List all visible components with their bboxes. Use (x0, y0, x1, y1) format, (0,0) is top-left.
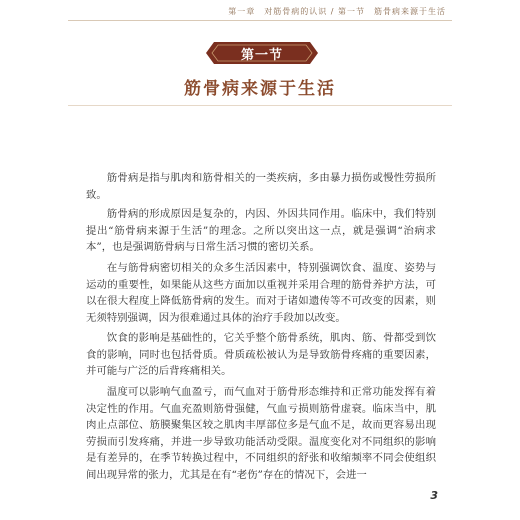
title-divider (68, 105, 452, 106)
paragraph-temperature: 温度可以影响气血盈亏，而气血对于筋骨形态维持和正常功能发挥有着决定性的作用。气血充盈则筋骨强健，气血亏损则筋骨虚衰。临床当中，肌肉止点部位、筋膜聚集区较之肌肉丰厚部位多是气血不足，故而更容易出现劳损而引发疼痛，并进一步导致功能活动受限。温度变化对不同组织的影响是有差异的，在季节转换过程中，不同组织的舒张和收缩频率不同会使组织间出现异常的张力，尤其是在有“老伤”存在的情况下，会进一 (86, 386, 436, 481)
section-title: 筋骨病来源于生活 (184, 79, 336, 99)
section-badge (206, 40, 318, 66)
book-page (68, 0, 452, 520)
page-number: 3 (430, 489, 438, 502)
running-head: 第一章 对筋骨病的认识 / 第一节 筋骨病来源于生活 (228, 7, 446, 16)
paragraph-definition: 筋骨病是指与肌肉和筋骨相关的一类疾病，多由暴力损伤或慢性劳损所致。 (86, 172, 436, 201)
header-divider (68, 20, 452, 21)
paragraph-diet: 饮食的影响是基础性的，它关乎整个筋骨系统，肌肉、筋、骨都受到饮食的影响，同时也包括骨质。骨质疏松被认为是导致筋骨疼痛的重要因素，并可能与广泛的后背疼痛相关。 (86, 332, 436, 377)
paragraph-life-factors: 在与筋骨病密切相关的众多生活因素中，特别强调饮食、温度、姿势与运动的重要性，如果能从这些方面加以重视并采用合理的筋骨养护方法，可以在很大程度上降低筋骨病的发生。而对于诸如遗传等不可改变的因素，则无须特别强调，因为很难通过具体的治疗手段加以改变。 (86, 262, 436, 324)
paragraph-causes: 筋骨病的形成原因是复杂的，内因、外因共同作用。临床中，我们特别提出“筋骨病来源于生活”的理念。之所以突出这一点，就是强调“治病求本”，也是强调筋骨病与日常生活习惯的密切关系。 (86, 208, 436, 253)
section-badge-label: 第一节 (240, 47, 283, 63)
